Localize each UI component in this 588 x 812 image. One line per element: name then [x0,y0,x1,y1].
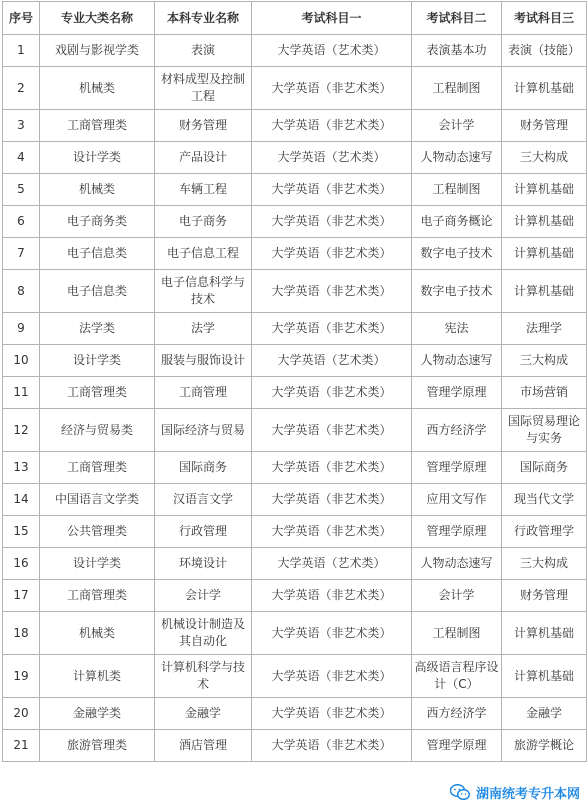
cell-category: 电子商务类 [40,206,155,238]
table-row [3,452,587,484]
cell-no: 14 [3,484,40,516]
cell-category: 计算机类 [40,655,155,698]
cell-subject1: 大学英语（非艺术类） [252,270,412,313]
header-major: 本科专业名称 [155,2,252,35]
cell-subject2: 人物动态速写 [412,142,502,174]
exam-subjects-table [2,1,587,762]
cell-subject2: 工程制图 [412,612,502,655]
cell-no: 9 [3,313,40,345]
cell-no: 17 [3,580,40,612]
cell-subject2: 人物动态速写 [412,345,502,377]
cell-category: 中国语言文学类 [40,484,155,516]
cell-no: 12 [3,409,40,452]
cell-no: 15 [3,516,40,548]
cell-subject3: 计算机基础 [502,206,587,238]
cell-major: 车辆工程 [155,174,252,206]
cell-subject2: 应用文写作 [412,484,502,516]
cell-no: 4 [3,142,40,174]
cell-category: 金融学类 [40,698,155,730]
cell-major: 财务管理 [155,110,252,142]
cell-subject1: 大学英语（非艺术类） [252,730,412,762]
table-row [3,580,587,612]
cell-subject1: 大学英语（非艺术类） [252,655,412,698]
table-row [3,548,587,580]
cell-no: 18 [3,612,40,655]
cell-major: 材料成型及控制工程 [155,67,252,110]
cell-subject3: 法理学 [502,313,587,345]
cell-category: 设计学类 [40,548,155,580]
cell-subject1: 大学英语（艺术类） [252,345,412,377]
table-row [3,484,587,516]
cell-no: 21 [3,730,40,762]
cell-subject1: 大学英语（非艺术类） [252,67,412,110]
table-row [3,206,587,238]
table-row [3,110,587,142]
header-subject1: 考试科目一 [252,2,412,35]
cell-no: 16 [3,548,40,580]
cell-category: 经济与贸易类 [40,409,155,452]
cell-major: 国际商务 [155,452,252,484]
table-row [3,35,587,67]
cell-category: 设计学类 [40,142,155,174]
header-subject2: 考试科目二 [412,2,502,35]
cell-subject3: 财务管理 [502,580,587,612]
cell-subject3: 计算机基础 [502,238,587,270]
table-row [3,377,587,409]
cell-subject3: 计算机基础 [502,270,587,313]
cell-category: 戏剧与影视学类 [40,35,155,67]
cell-subject1: 大学英语（艺术类） [252,142,412,174]
cell-subject1: 大学英语（非艺术类） [252,612,412,655]
cell-subject3: 计算机基础 [502,612,587,655]
cell-subject3: 国际商务 [502,452,587,484]
cell-no: 13 [3,452,40,484]
table-header-row [3,2,587,35]
cell-subject2: 工程制图 [412,67,502,110]
cell-major: 表演 [155,35,252,67]
header-no: 序号 [3,2,40,35]
cell-subject1: 大学英语（非艺术类） [252,409,412,452]
table-row [3,409,587,452]
cell-no: 2 [3,67,40,110]
watermark-text: 湖南统考专升本网 [475,787,580,802]
cell-category: 工商管理类 [40,580,155,612]
header-category: 专业大类名称 [40,2,155,35]
cell-no: 6 [3,206,40,238]
cell-subject1: 大学英语（非艺术类） [252,698,412,730]
table-row [3,270,587,313]
cell-no: 3 [3,110,40,142]
cell-major: 金融学 [155,698,252,730]
cell-category: 旅游管理类 [40,730,155,762]
cell-subject2: 管理学原理 [412,377,502,409]
cell-major: 电子商务 [155,206,252,238]
cell-subject2: 管理学原理 [412,452,502,484]
cell-no: 10 [3,345,40,377]
cell-category: 工商管理类 [40,377,155,409]
cell-major: 国际经济与贸易 [155,409,252,452]
cell-subject1: 大学英语（艺术类） [252,35,412,67]
cell-category: 机械类 [40,67,155,110]
cell-category: 电子信息类 [40,238,155,270]
cell-subject2: 表演基本功 [412,35,502,67]
header-subject3: 考试科目三 [502,2,587,35]
cell-no: 8 [3,270,40,313]
table-row [3,174,587,206]
cell-no: 7 [3,238,40,270]
cell-major: 酒店管理 [155,730,252,762]
cell-subject3: 计算机基础 [502,67,587,110]
cell-category: 法学类 [40,313,155,345]
cell-subject2: 西方经济学 [412,698,502,730]
cell-no: 5 [3,174,40,206]
cell-major: 机械设计制造及其自动化 [155,612,252,655]
cell-subject2: 数字电子技术 [412,238,502,270]
cell-category: 工商管理类 [40,110,155,142]
cell-subject2: 高级语言程序设计（C） [412,655,502,698]
cell-major: 法学 [155,313,252,345]
cell-subject3: 财务管理 [502,110,587,142]
cell-subject1: 大学英语（非艺术类） [252,580,412,612]
cell-subject3: 三大构成 [502,142,587,174]
cell-subject1: 大学英语（非艺术类） [252,174,412,206]
cell-no: 11 [3,377,40,409]
cell-subject1: 大学英语（非艺术类） [252,516,412,548]
cell-subject3: 行政管理学 [502,516,587,548]
cell-subject1: 大学英语（非艺术类） [252,452,412,484]
watermark [450,783,580,802]
cell-major: 行政管理 [155,516,252,548]
cell-subject2: 管理学原理 [412,516,502,548]
wechat-icon [450,784,470,801]
cell-subject2: 会计学 [412,580,502,612]
cell-subject2: 人物动态速写 [412,548,502,580]
cell-subject1: 大学英语（非艺术类） [252,484,412,516]
cell-major: 汉语言文学 [155,484,252,516]
cell-category: 公共管理类 [40,516,155,548]
cell-major: 电子信息科学与技术 [155,270,252,313]
cell-no: 1 [3,35,40,67]
cell-subject3: 旅游学概论 [502,730,587,762]
cell-subject1: 大学英语（非艺术类） [252,206,412,238]
cell-major: 会计学 [155,580,252,612]
cell-subject1: 大学英语（非艺术类） [252,377,412,409]
table-row [3,730,587,762]
cell-subject1: 大学英语（非艺术类） [252,313,412,345]
cell-subject2: 工程制图 [412,174,502,206]
cell-subject2: 电子商务概论 [412,206,502,238]
cell-major: 计算机科学与技术 [155,655,252,698]
cell-subject3: 市场营销 [502,377,587,409]
cell-subject3: 三大构成 [502,548,587,580]
table-row [3,345,587,377]
cell-subject3: 计算机基础 [502,655,587,698]
cell-category: 设计学类 [40,345,155,377]
cell-subject2: 宪法 [412,313,502,345]
cell-subject3: 现当代文学 [502,484,587,516]
cell-major: 工商管理 [155,377,252,409]
table-row [3,698,587,730]
table-row [3,313,587,345]
cell-subject3: 国际贸易理论与实务 [502,409,587,452]
cell-subject3: 金融学 [502,698,587,730]
cell-subject1: 大学英语（艺术类） [252,548,412,580]
cell-major: 产品设计 [155,142,252,174]
table-row [3,655,587,698]
cell-subject3: 计算机基础 [502,174,587,206]
cell-subject3: 表演（技能） [502,35,587,67]
cell-no: 19 [3,655,40,698]
cell-category: 机械类 [40,174,155,206]
cell-subject1: 大学英语（非艺术类） [252,110,412,142]
cell-category: 电子信息类 [40,270,155,313]
cell-subject2: 会计学 [412,110,502,142]
table-row [3,67,587,110]
cell-major: 电子信息工程 [155,238,252,270]
cell-subject2: 数字电子技术 [412,270,502,313]
cell-subject1: 大学英语（非艺术类） [252,238,412,270]
cell-category: 机械类 [40,612,155,655]
cell-subject2: 管理学原理 [412,730,502,762]
cell-no: 20 [3,698,40,730]
cell-category: 工商管理类 [40,452,155,484]
cell-major: 环境设计 [155,548,252,580]
table-row [3,612,587,655]
table-row [3,516,587,548]
cell-major: 服装与服饰设计 [155,345,252,377]
cell-subject3: 三大构成 [502,345,587,377]
table-row [3,238,587,270]
cell-subject2: 西方经济学 [412,409,502,452]
table-row [3,142,587,174]
